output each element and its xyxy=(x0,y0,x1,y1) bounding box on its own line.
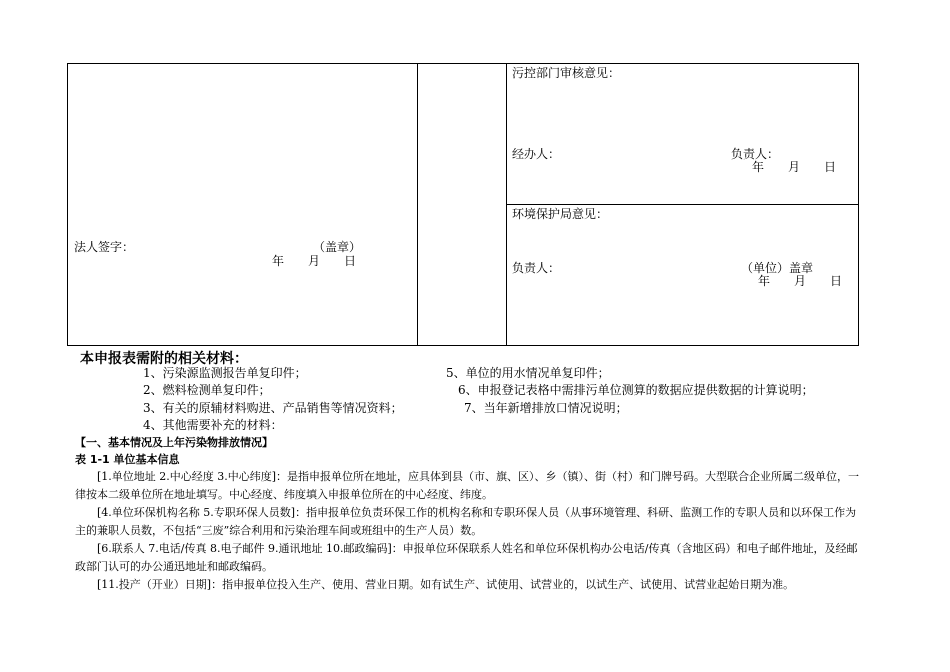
epb-date-label: 年 月 日 xyxy=(758,274,843,288)
pollution-date-label: 年 月 日 xyxy=(752,160,837,174)
handler-label: 经办人： xyxy=(512,147,561,161)
description-paragraph: [4.单位环保机构名称 5.专职环保人员数]：指申报单位负责环保工作的机构名称和专职环保人员（从事环境管理、科研、监测工作的专职人员和以环保工作为主的兼职人员数，不包括“三废”综合利用和污染治理车间或班组中的生产人员）数。 xyxy=(75,506,857,537)
material-item: 2、燃料检测单复印件； xyxy=(143,383,271,397)
description-paragraph: [11.投产（开业）日期]：指申报单位投入生产、使用、营业日期。如有试生产、试使用、试营业的，以试生产、试使用、试营业起始日期为准。 xyxy=(97,578,795,591)
legal-seal-label: （盖章） xyxy=(313,240,362,254)
materials-title: 本申报表需附的相关材料： xyxy=(80,351,248,367)
epb-seal-label: （单位）盖章 xyxy=(741,261,814,275)
material-item: 1、污染源监测报告单复印件； xyxy=(143,366,307,380)
material-item: 5、单位的用水情况单复印件； xyxy=(446,366,610,380)
table-title: 表 1-1 单位基本信息 xyxy=(75,453,180,466)
pollution-dept-opinion-label: 污控部门审核意见： xyxy=(512,66,621,80)
legal-date-label: 年 月 日 xyxy=(272,254,357,268)
responsible-label: 负责人： xyxy=(731,147,780,161)
column-divider xyxy=(417,63,418,346)
material-item: 6、申报登记表格中需排污单位测算的数据应提供数据的计算说明； xyxy=(458,383,814,397)
section-heading: 【一、基本情况及上年污染物排放情况】 xyxy=(75,436,273,449)
epb-opinion-label: 环境保护局意见： xyxy=(512,207,609,221)
description-paragraph: [6.联系人 7.电话/传真 8.电子邮件 9.通讯地址 10.邮政编码]：申报单位环保联系人姓名和单位环保机构办公电话/传真（含地区码）和电子邮件地址，及经邮政部门认可的办公通迅地址和邮政编码。 xyxy=(75,542,858,573)
row-divider xyxy=(506,204,859,205)
legal-person-sign-label: 法人签字： xyxy=(74,240,135,254)
material-item: 3、有关的原辅材料购进、产品销售等情况资料； xyxy=(143,401,403,415)
epb-responsible-label: 负责人： xyxy=(512,261,561,275)
description-paragraph: [1.单位地址 2.中心经度 3.中心纬度]：是指申报单位所在地址，应具体到县（市、旗、区）、乡（镇）、街（村）和门牌号码。大型联合企业所属二级单位，一律按本二级单位所在地址填写。中心经度、纬度填入申报单位所在的中心经度、纬度。 xyxy=(75,470,860,501)
material-item: 4、其他需要补充的材料： xyxy=(143,418,283,432)
material-item: 7、当年新增排放口情况说明； xyxy=(464,401,628,415)
